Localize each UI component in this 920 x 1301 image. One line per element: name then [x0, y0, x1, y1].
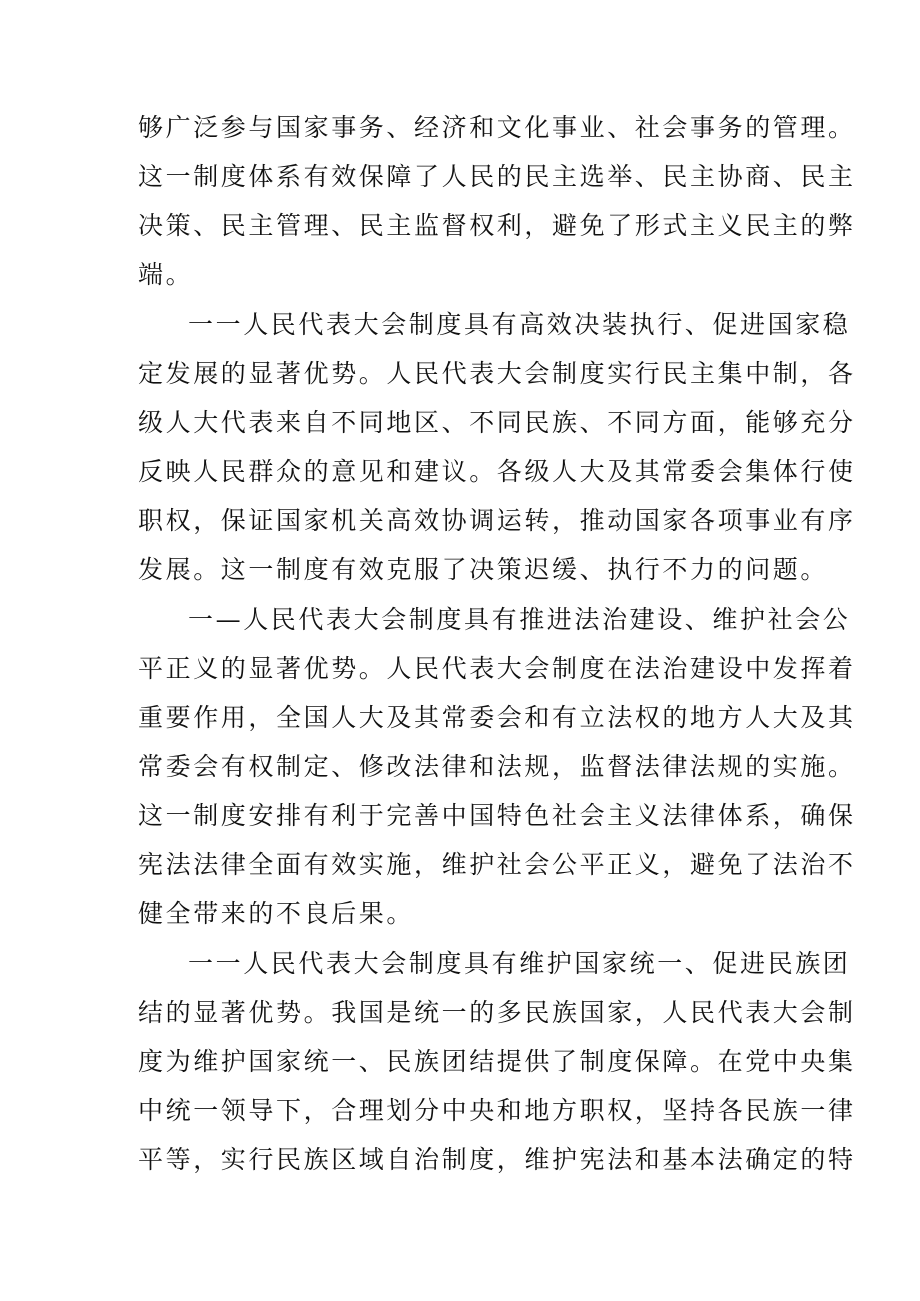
paragraph-2-line-4: 反映人民群众的意见和建议。各级人大及其常委会集体行使: [138, 457, 856, 486]
paragraph-1-line-3: 决策、民主管理、民主监督权利，避免了形式主义民主的弊: [138, 211, 856, 240]
paragraph-3-line-3: 重要作用，全国人大及其常委会和有立法权的地方人大及其: [138, 703, 856, 732]
paragraph-4-line-4: 中统一领导下，合理划分中央和地方职权，坚持各民族一律: [138, 1096, 856, 1125]
paragraph-2-line-5: 职权，保证国家机关高效协调运转，推动国家各项事业有序: [138, 506, 856, 535]
paragraph-4-line-1: 一一人民代表大会制度具有维护国家统一、促进民族团: [188, 949, 851, 978]
paragraph-3-line-5: 这一制度安排有利于完善中国特色社会主义法律体系，确保: [138, 801, 856, 830]
paragraph-4-line-3: 度为维护国家统一、民族团结提供了制度保障。在党中央集: [138, 1047, 856, 1076]
paragraph-3-line-4: 常委会有权制定、修改法律和法规，监督法律法规的实施。: [138, 752, 856, 781]
paragraph-2-line-3: 级人大代表来自不同地区、不同民族、不同方面，能够充分: [138, 408, 856, 437]
paragraph-2-line-6: 发展。这一制度有效克服了决策迟缓、执行不力的问题。: [138, 555, 829, 584]
paragraph-4-line-5: 平等，实行民族区域自治制度，维护宪法和基本法确定的特: [138, 1145, 856, 1174]
paragraph-2-line-1: 一一人民代表大会制度具有高效决装执行、促进国家稳: [188, 310, 851, 339]
paragraph-2-line-2: 定发展的显著优势。人民代表大会制度实行民主集中制，各: [138, 359, 856, 388]
paragraph-1-line-1: 够广泛参与国家事务、经济和文化事业、社会事务的管理。: [138, 113, 856, 142]
paragraph-4-line-2: 结的显著优势。我国是统一的多民族国家，人民代表大会制: [138, 998, 856, 1027]
paragraph-3-line-7: 健全带来的不良后果。: [138, 899, 415, 928]
paragraph-1-line-4: 端。: [138, 260, 194, 289]
paragraph-3-line-2: 平正义的显著优势。人民代表大会制度在法治建设中发挥着: [138, 654, 856, 683]
paragraph-3-line-1: 一—人民代表大会制度具有推进法治建设、维护社会公: [188, 605, 851, 634]
paragraph-3-line-6: 宪法法律全面有效实施，维护社会公平正义，避免了法治不: [138, 850, 856, 879]
paragraph-1-line-2: 这一制度体系有效保障了人民的民主选举、民主协商、民主: [138, 162, 856, 191]
